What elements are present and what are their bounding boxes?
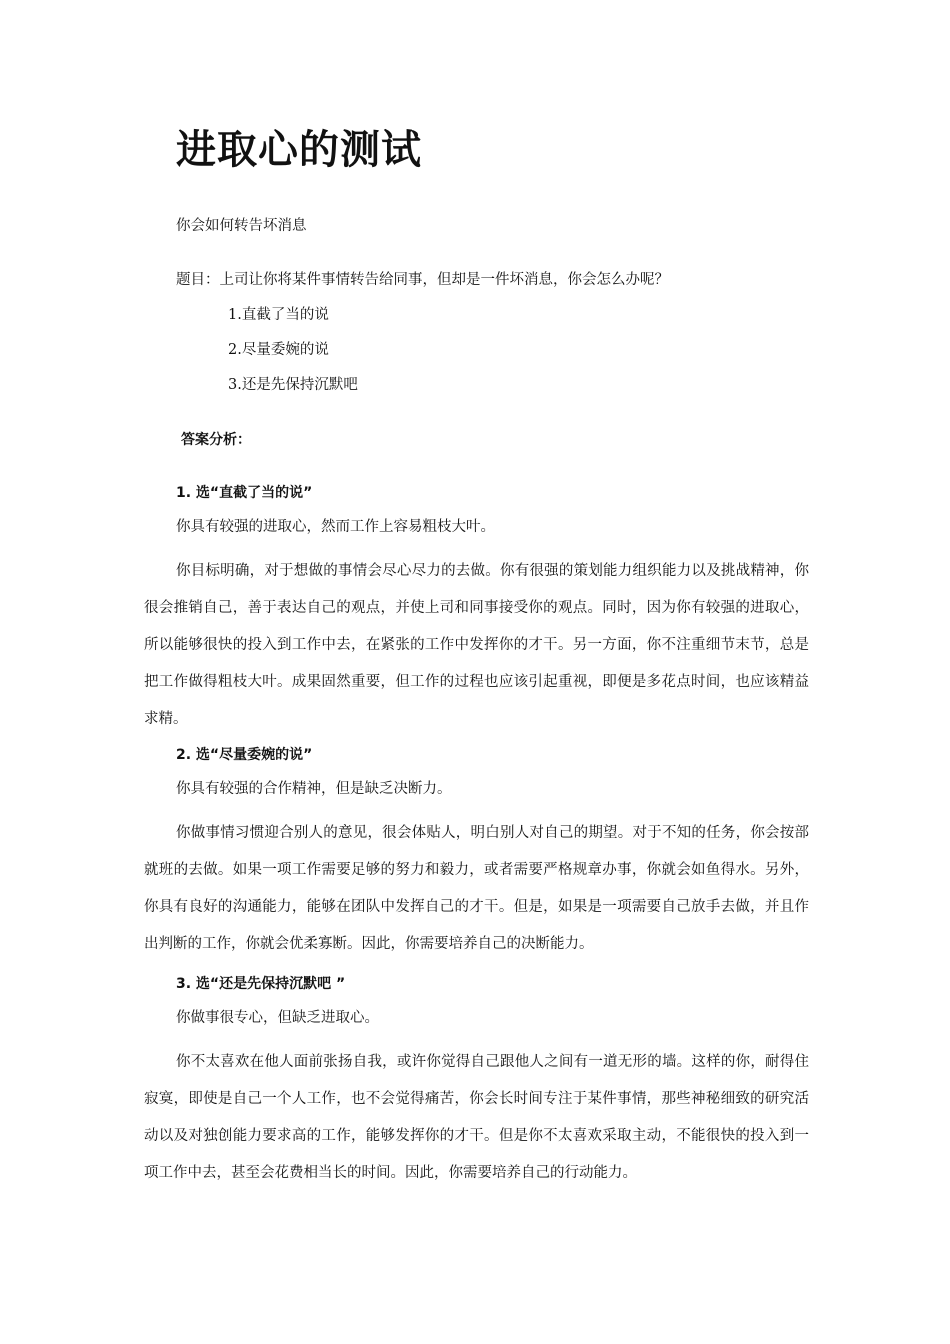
answer-analysis-label: 答案分析：: [181, 432, 251, 448]
option-3: 3.还是先保持沉默吧: [228, 377, 358, 393]
option-1: 1.直截了当的说: [228, 307, 329, 323]
answer-section-1: [144, 483, 809, 738]
question-text: 题目：上司让你将某件事情转告给同事，但却是一件坏消息，你会怎么办呢？: [176, 272, 669, 288]
answer-heading: 1. 选“直截了当的说”: [176, 485, 313, 501]
answer-section-2: [144, 745, 809, 963]
answer-section-3: [144, 974, 809, 1192]
answer-paragraph: 你做事情习惯迎合别人的意见，很会体贴人，明白别人对自己的期望。对于不知的任务，你会按部就班的去做。如果一项工作需要足够的努力和毅力，或者需要严格规章办事，你就会如鱼得水。另外，你具有良好的沟通能力，能够在团队中发挥自己的才干。但是，如果是一项需要自己放手去做，并且作出判断的工作，你就会优柔寡断。因此，你需要培养自己的决断能力。: [144, 825, 809, 952]
answer-summary: 你做事很专心，但缺乏进取心。: [176, 1010, 379, 1026]
answer-summary: 你具有较强的进取心，然而工作上容易粗枝大叶。: [176, 519, 495, 535]
answer-paragraph: 你目标明确，对于想做的事情会尽心尽力的去做。你有很强的策划能力组织能力以及挑战精神，你很会推销自己，善于表达自己的观点，并使上司和同事接受你的观点。同时，因为你有较强的进取心，所以能够很快的投入到工作中去，在紧张的工作中发挥你的才干。另一方面，你不注重细节末节，总是把工作做得粗枝大叶。成果固然重要，但工作的过程也应该引起重视，即便是多花点时间，也应该精益求精。: [144, 563, 809, 727]
answer-paragraph: 你不太喜欢在他人面前张扬自我，或许你觉得自己跟他人之间有一道无形的墙。这样的你，耐得住寂寞，即使是自己一个人工作，也不会觉得痛苦，你会长时间专注于某件事情，那些神秘细致的研究活动以及对独创能力要求高的工作，能够发挥你的才干。但是你不太喜欢采取主动，不能很快的投入到一项工作中去，甚至会花费相当长的时间。因此，你需要培养自己的行动能力。: [144, 1054, 809, 1181]
answer-heading: 3. 选“还是先保持沉默吧 ”: [176, 976, 346, 992]
answer-summary: 你具有较强的合作精神，但是缺乏决断力。: [176, 781, 452, 797]
option-2: 2.尽量委婉的说: [228, 342, 329, 358]
subtitle: 你会如何转告坏消息: [176, 218, 307, 234]
answer-heading: 2. 选“尽量委婉的说”: [176, 747, 313, 763]
page-title: 进取心的测试: [176, 127, 422, 173]
